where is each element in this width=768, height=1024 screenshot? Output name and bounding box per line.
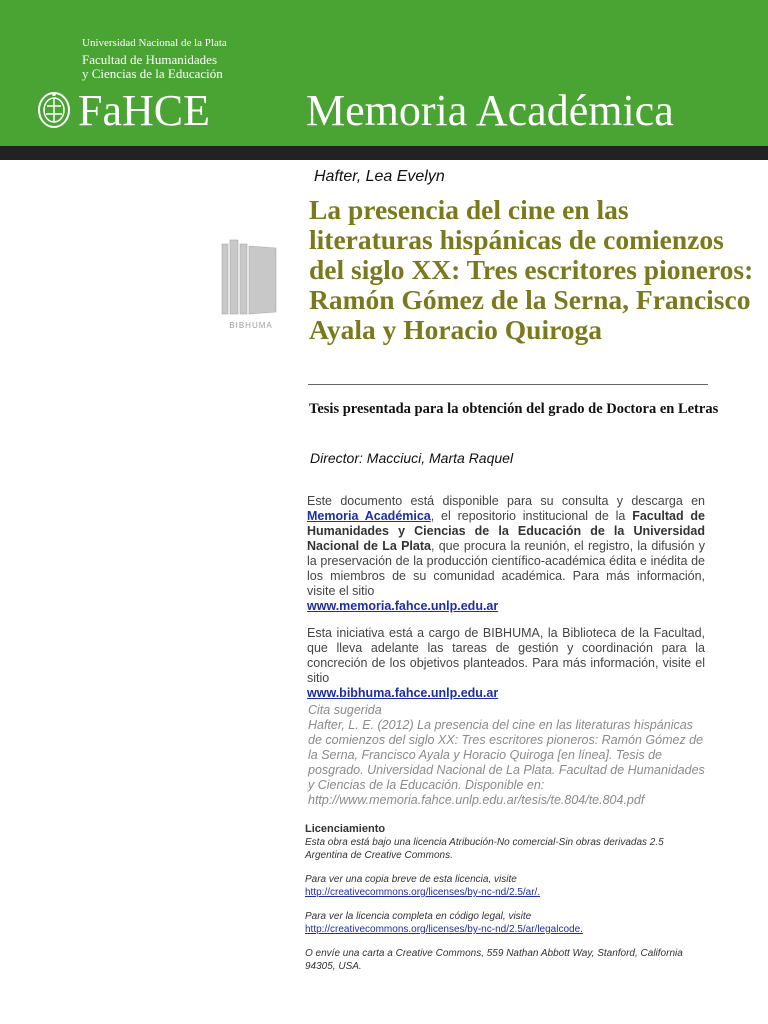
initiative-text: Esta iniciativa está a cargo de BIBHUMA, la Biblioteca de la Facultad, que lleva adelante las tareas de gestión y coordinación para la concreción de los objetivos planteados. Para más información, visite el sitio [307, 626, 705, 685]
license-full-label: Para ver la licencia completa en código legal, visite [305, 911, 532, 922]
license-brief-link[interactable]: http://creativecommons.org/licenses/by-nc-nd/2.5/ar/. [305, 887, 541, 898]
thesis-statement: Tesis presentada para la obtención del grado de Doctora en Letras [309, 401, 719, 417]
license-brief-label: Para ver una copia breve de esta licencia, visite [305, 874, 517, 885]
document-title: La presencia del cine en las literaturas hispánicas de comienzos del siglo XX: Tres escritores pioneros: Ramón Gómez de la Serna, Francisco Ayala y Horacio Quiroga [309, 194, 754, 345]
license-full-link[interactable]: http://creativecommons.org/licenses/by-nc-nd/2.5/ar/legalcode. [305, 924, 583, 935]
title-divider [308, 384, 708, 385]
university-name: Universidad Nacional de la Plata [82, 37, 227, 49]
faculty-name-line-2: y Ciencias de la Educación [82, 66, 223, 81]
citation-label: Cita sugerida [308, 703, 382, 717]
university-seal-icon [36, 90, 72, 130]
bibhuma-url-link[interactable]: www.bibhuma.fahce.unlp.edu.ar [307, 686, 499, 700]
bibhuma-label: BIBHUMA [229, 321, 273, 330]
license-mail-address: O envíe una carta a Creative Commons, 559 Nathan Abbott Way, Stanford, California 94305, USA. [305, 948, 683, 972]
repository-text-2: , el repositorio institucional de la [430, 509, 626, 523]
institution-name: Facultad de Humanidades y Ciencias de la Educación de la Universidad Nacional de La Plata [307, 509, 705, 553]
license-section [305, 823, 707, 973]
license-text: Esta obra está bajo una licencia Atribución-No comercial-Sin obras derivadas 2.5 Argentina de Creative Commons. [305, 837, 664, 861]
memoria-academica-title: Memoria Académica [306, 86, 674, 135]
suggested-citation [308, 703, 708, 808]
fahce-brand: FaHCE [78, 86, 210, 135]
initiative-description [307, 626, 705, 701]
bibhuma-books-icon [222, 240, 276, 314]
bibhuma-logo [216, 238, 286, 330]
memoria-academica-link[interactable]: Memoria Académica [307, 509, 431, 523]
faculty-name-line-1: Facultad de Humanidades [82, 52, 218, 67]
header-band [0, 0, 768, 146]
citation-text: Hafter, L. E. (2012) La presencia del cine en las literaturas hispánicas de comienzos del siglo XX: Tres escritores pioneros: Ramón Gómez de la Serna, Francisco Ayala y Horacio Quiroga [en línea]. Tesis de posgrado. Universidad Nacional de La Plata. Facultad de Humanidades y Ciencias de la Educación. Disponible en: http://www.memoria.fahce.unlp.edu.ar/tesis/te.804/te.804.pdf [308, 718, 705, 807]
repository-text-3: , que procura la reunión, el registro, la difusión y la preservación de la producción científico-académica édita e inédita de los miembros de su comunidad académica. Para más información, visite el sitio [307, 539, 705, 598]
memoria-url-link[interactable]: www.memoria.fahce.unlp.edu.ar [307, 599, 499, 613]
license-heading: Licenciamiento [305, 823, 386, 835]
bibhuma-logo-label [216, 318, 286, 332]
repository-description [307, 494, 705, 614]
thesis-director: Director: Macciuci, Marta Raquel [310, 450, 514, 466]
repository-text-1: Este documento está disponible para su consulta y descarga en [307, 494, 705, 508]
header-divider-bar [0, 146, 768, 160]
author-name: Hafter, Lea Evelyn [314, 168, 445, 185]
